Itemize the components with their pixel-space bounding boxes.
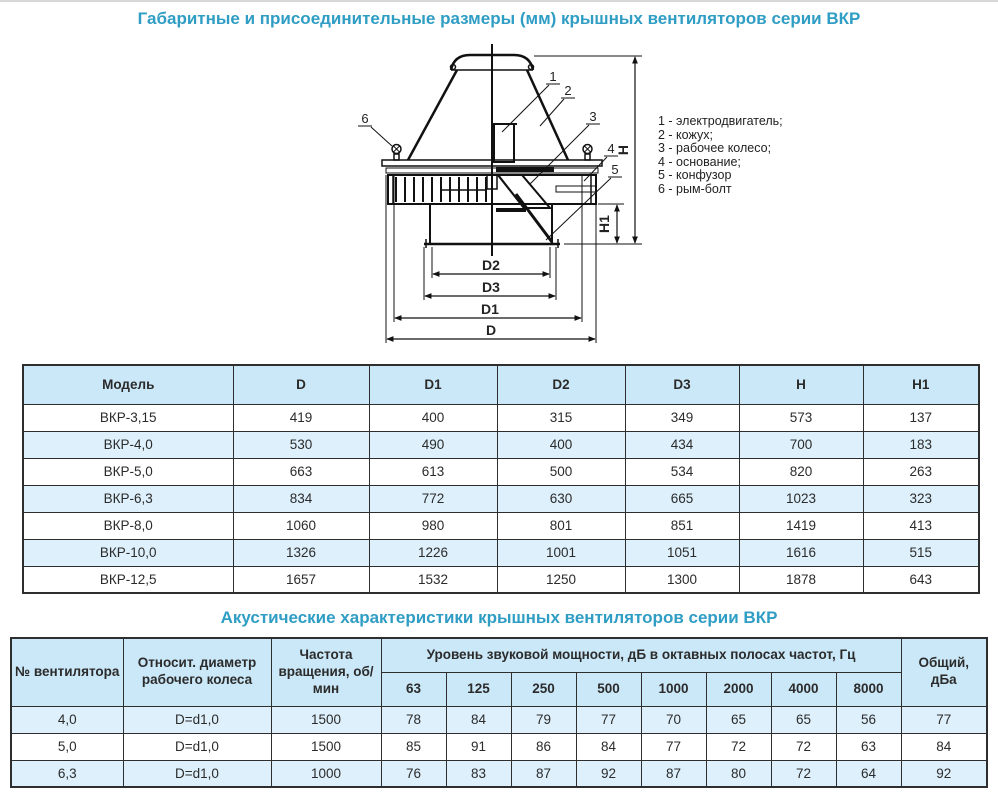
acoustic-header-row-1 (11, 638, 987, 672)
column-header-1000: 1000 (641, 672, 706, 706)
table-row (23, 566, 979, 593)
table-cell: 87 (511, 760, 576, 787)
table-cell: 834 (233, 485, 369, 512)
table-cell: 70 (641, 706, 706, 733)
table-cell: 72 (706, 733, 771, 760)
callout-6: 6 (361, 111, 369, 126)
table-cell: D=d1,0 (123, 733, 271, 760)
table-cell: 5,0 (11, 733, 123, 760)
callout-1: 1 (549, 69, 557, 84)
table-row (11, 706, 987, 733)
table-cell: 1326 (233, 539, 369, 566)
fan-diagram (320, 34, 655, 352)
table-cell: 772 (369, 485, 497, 512)
column-header-250: 250 (511, 672, 576, 706)
table-cell: 630 (497, 485, 625, 512)
table-cell: 851 (625, 512, 739, 539)
column-header-500: 500 (576, 672, 641, 706)
fan-figure (0, 31, 998, 353)
dimensions-table (22, 364, 980, 594)
table-cell: 1000 (271, 760, 381, 787)
table-row (23, 485, 979, 512)
table-cell: 85 (381, 733, 446, 760)
table-cell: 400 (369, 404, 497, 431)
table-cell: 1023 (739, 485, 863, 512)
column-header-2000: 2000 (706, 672, 771, 706)
table-cell: 665 (625, 485, 739, 512)
table-row (23, 539, 979, 566)
column-header-h: H (739, 365, 863, 404)
table-cell: 91 (446, 733, 511, 760)
table-cell: 137 (863, 404, 979, 431)
column-header-spl-group: Уровень звуковой мощности, дБ в октавных полосах частот, Гц (381, 638, 901, 672)
callout-2: 2 (564, 83, 572, 98)
callout-5: 5 (611, 162, 619, 177)
table-cell: 72 (771, 760, 836, 787)
table-cell: 1226 (369, 539, 497, 566)
table-cell: 84 (901, 733, 987, 760)
table-cell: 1500 (271, 733, 381, 760)
table-cell: 323 (863, 485, 979, 512)
table-cell: ВКР-5,0 (23, 458, 233, 485)
table-cell: 613 (369, 458, 497, 485)
table-cell: 6,3 (11, 760, 123, 787)
table-cell: 1419 (739, 512, 863, 539)
table-cell: 643 (863, 566, 979, 593)
column-header-8000: 8000 (836, 672, 901, 706)
table-cell: 1250 (497, 566, 625, 593)
table-cell: 515 (863, 539, 979, 566)
column-header-63: 63 (381, 672, 446, 706)
column-header-model: Модель (23, 365, 233, 404)
column-header-rotation: Частота вращения, об/мин (271, 638, 381, 706)
acoustic-table (10, 637, 988, 788)
table-cell: 1532 (369, 566, 497, 593)
table-cell: 86 (511, 733, 576, 760)
table-row (11, 760, 987, 787)
table-cell: 65 (706, 706, 771, 733)
table-cell: 500 (497, 458, 625, 485)
table-cell: 801 (497, 512, 625, 539)
dim-label-d: D (485, 322, 497, 338)
table-cell: 78 (381, 706, 446, 733)
table-cell: 700 (739, 431, 863, 458)
table-cell: 490 (369, 431, 497, 458)
table-cell: 1001 (497, 539, 625, 566)
table-cell: 1060 (233, 512, 369, 539)
table-cell: ВКР-10,0 (23, 539, 233, 566)
dim-label-h: H (615, 144, 631, 156)
page-title: Габаритные и присоединительные размеры (мм) крышных вентиляторов серии ВКР (137, 9, 861, 28)
table-cell: 56 (836, 706, 901, 733)
column-header-fan-no: № вентилятора (11, 638, 123, 706)
table-cell: 83 (446, 760, 511, 787)
table-cell: 573 (739, 404, 863, 431)
callout-3: 3 (589, 109, 597, 124)
column-header-rel-diameter: Относит. диаметр рабочего колеса (123, 638, 271, 706)
legend-item: 3 - рабочее колесо; (658, 141, 772, 156)
table-row (11, 733, 987, 760)
table-cell: 263 (863, 458, 979, 485)
dim-label-h1: H1 (596, 215, 612, 233)
table-cell: 1657 (233, 566, 369, 593)
table-cell: 534 (625, 458, 739, 485)
table-cell: 77 (641, 733, 706, 760)
table-cell: 80 (706, 760, 771, 787)
table-row (23, 404, 979, 431)
dim-label-d1: D1 (481, 301, 499, 317)
table-cell: 419 (233, 404, 369, 431)
column-header-d3: D3 (625, 365, 739, 404)
table-cell: ВКР-12,5 (23, 566, 233, 593)
legend-item: 5 - конфузор (658, 168, 732, 183)
legend-item: 4 - основание; (658, 154, 741, 169)
table-cell: 1500 (271, 706, 381, 733)
callout-4: 4 (607, 141, 615, 156)
legend-item: 1 - электродвигатель; (658, 114, 783, 128)
acoustic-title: Акустические характеристики крышных вентиляторов серии ВКР (220, 608, 778, 627)
column-header-d2: D2 (497, 365, 625, 404)
diagram-legend (658, 115, 783, 197)
table-cell: 349 (625, 404, 739, 431)
column-header-h1: H1 (863, 365, 979, 404)
table-cell: 820 (739, 458, 863, 485)
column-header-d1: D1 (369, 365, 497, 404)
table-cell: 400 (497, 431, 625, 458)
table-cell: ВКР-3,15 (23, 404, 233, 431)
table-cell: 1616 (739, 539, 863, 566)
table-cell: 1300 (625, 566, 739, 593)
table-cell: D=d1,0 (123, 706, 271, 733)
table-cell: 4,0 (11, 706, 123, 733)
table-cell: 87 (641, 760, 706, 787)
table-cell: 92 (576, 760, 641, 787)
table-cell: ВКР-4,0 (23, 431, 233, 458)
table-cell: D=d1,0 (123, 760, 271, 787)
table-cell: 1878 (739, 566, 863, 593)
dimensions-table-header-row (23, 365, 979, 404)
table-cell: 530 (233, 431, 369, 458)
table-row (23, 458, 979, 485)
dim-label-d3: D3 (482, 279, 500, 295)
table-cell: 183 (863, 431, 979, 458)
table-cell: 64 (836, 760, 901, 787)
table-row (23, 512, 979, 539)
table-cell: 63 (836, 733, 901, 760)
table-cell: 76 (381, 760, 446, 787)
table-row (23, 431, 979, 458)
table-cell: 84 (446, 706, 511, 733)
table-cell: 1051 (625, 539, 739, 566)
legend-item: 6 - рым-болт (658, 181, 732, 196)
table-cell: 663 (233, 458, 369, 485)
table-cell: 92 (901, 760, 987, 787)
dim-label-d2: D2 (482, 257, 500, 273)
table-cell: 84 (576, 733, 641, 760)
table-cell: 434 (625, 431, 739, 458)
legend-item: 2 - кожух; (658, 127, 713, 142)
column-header-125: 125 (446, 672, 511, 706)
table-cell: 79 (511, 706, 576, 733)
table-cell: 980 (369, 512, 497, 539)
table-cell: 413 (863, 512, 979, 539)
table-cell: ВКР-8,0 (23, 512, 233, 539)
column-header-4000: 4000 (771, 672, 836, 706)
table-cell: 77 (901, 706, 987, 733)
table-cell: 72 (771, 733, 836, 760)
table-cell: 77 (576, 706, 641, 733)
column-header-d: D (233, 365, 369, 404)
table-cell: 315 (497, 404, 625, 431)
column-header-total: Общий, дБа (901, 638, 987, 706)
table-cell: ВКР-6,3 (23, 485, 233, 512)
table-cell: 65 (771, 706, 836, 733)
